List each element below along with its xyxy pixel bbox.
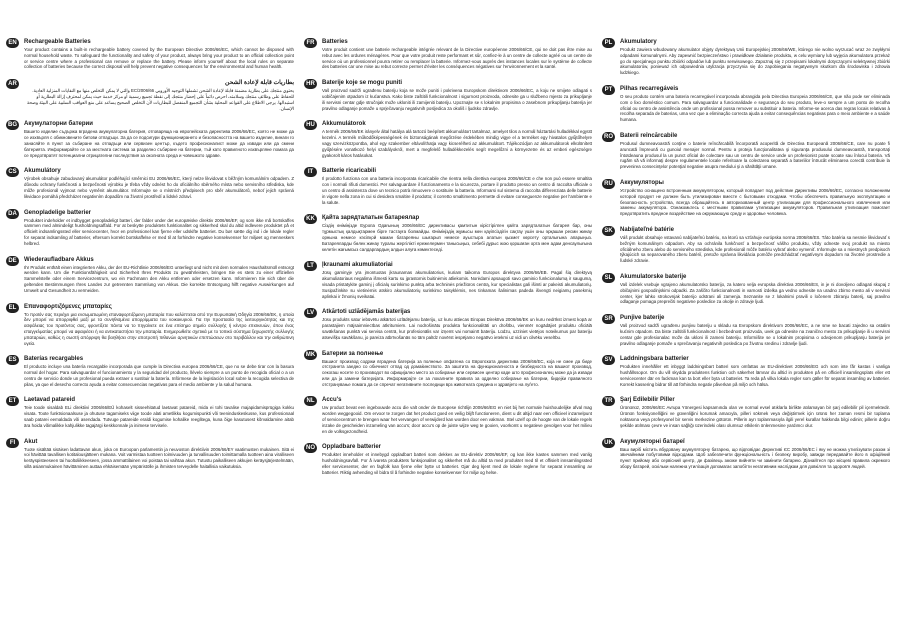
language-section-cs xyxy=(4,167,294,199)
column-left xyxy=(4,38,294,479)
section-title: Akumulatorske baterije xyxy=(620,273,687,280)
language-code-badge: EL xyxy=(6,303,19,313)
language-code-badge: BG xyxy=(8,122,17,129)
language-code-badge: LT xyxy=(304,261,317,271)
language-section-pt xyxy=(600,85,890,123)
language-section-no xyxy=(302,443,592,475)
language-code-badge: NO xyxy=(306,445,315,452)
section-body: Вашето изделие съдържа вградена акумулаторна батерия, отговаряща на европейската директива 2006/66/ЕС, която не може да се изхвърля с обикновените битови отпадъци. За да се подсигури функционирането и безопасността на вашето изделие, винаги го занасяйте в пункт за събиране на отпадъци или сервизен център, където професионалист може да извади или да смени батерията. Информирайте се за местната система за разделно събиране на батерии, тъй като правилното изхвърляне помага да се предотвратят потенциални отрицателни последствия за околната среда и човешкото здраве. xyxy=(24,129,294,158)
language-code-badge: DE xyxy=(6,256,19,266)
section-title: Аккумуляторы xyxy=(620,179,664,186)
section-title: Laetavad patareid xyxy=(24,397,76,404)
language-code-badge: RU xyxy=(602,179,615,189)
section-title: Akumulátory xyxy=(24,168,61,175)
language-section-et xyxy=(4,396,294,428)
language-code-badge: SR xyxy=(602,314,615,324)
language-code-badge: IT xyxy=(304,167,317,177)
language-code-badge: HR xyxy=(304,79,317,89)
section-title: Accu's xyxy=(322,397,342,404)
section-body: Вашиот производ содржи вградена батерија за полнење опфатена со Европската директива 2006/66/ЕС, која не смее да биде отстранета заедно со обичниот отпад од домаќинството. За заштита на функционалноста и безбедноста на вашиот производ, секогаш носете го производот во официјално место за собирање или сервисен центар каде што професионалец може да ја извади или да ја замени батеријата. Информирајте се за локалните правила за одделно собирање на батерии, бидејќи правилното отстранување помага да се спречат негативните последици врз животната средина и здравјето на луѓето. xyxy=(322,358,592,387)
language-code-badge: SK xyxy=(602,226,615,236)
section-body: Produktet inneholder et innebygd oppladbart batteri som dekkes av EU-direktiv 2006/66/EF, og kan ikke kastes sammen med vanlig husholdningsavfall. For å ivareta produktets funksjonalitet og sikkerhet må du alltid ta med produktet med til et offisielt innsamlingssted eller servicesenter, der en fagfolk kan fjerne eller bytte ut batteriet. Gjør deg kjent med de lokale reglene for separat innsamling av batterier. Riktig avhending vil bidra til å forhindre negative konsekvenser for miljø og helse. xyxy=(322,452,592,475)
section-title: Акумуляторні батареї xyxy=(620,438,685,445)
section-body: Il prodotto funziona con una batteria incorporata ricaricabile che rientra nella direttiva europea 2006/66/CE e che non può essere smaltita con i normali rifiuti domestici. Per salvaguardare il funzionamento e la sicurezza, portare il prodotto presso un centro di raccolta ufficiale o un centro di assistenza dove un tecnico potrà rimuovere o sostituire la batteria. Informarsi sul sistema di raccolta differenziata delle batterie in vigore nella zona in cui si desidera smaltire il prodotto; il corretto smaltimento permette di evitare conseguenze negative per l'ambiente e la salute. xyxy=(322,176,592,205)
section-title: Akkumulátorok xyxy=(322,121,366,128)
section-title: Акумулаторни батерии xyxy=(24,121,93,128)
language-section-sl xyxy=(600,273,890,305)
language-section-sr xyxy=(600,314,890,346)
language-code-badge: ES xyxy=(6,355,19,365)
section-body: O seu produto contém uma bateria recarregável incorporada abrangida pela Directiva Europeia 2006/66/CE, que não pode ser eliminada com o lixo doméstico comum. Para salvaguardar a funcionalidade e segurança do seu produto, leve-o sempre a um ponto de recolha oficial ou centro de assistência onde um profissional possa remover ou substituir a bateria. Informe-se acerca das regras locais relativas à recolha separada de baterias, uma vez que a eliminação correcta ajuda a evitar consequências negativas para o meio ambiente e a saúde humana. xyxy=(620,93,890,123)
language-code-badge: MK xyxy=(305,351,316,358)
language-section-sk xyxy=(600,226,890,264)
section-title: Wiederaufladbare Akkus xyxy=(24,256,94,263)
language-code-badge: PL xyxy=(602,38,615,48)
language-code-badge: KK xyxy=(304,214,317,224)
language-code-badge: SL xyxy=(602,273,615,283)
language-section-kk xyxy=(302,214,592,252)
section-body: Jūsu produkts satur iebūvētu atkārtoti uzlādējamu bateriju, uz kuru attiecas Eiropas Direktīva 2006/66/EK un kuru nedrīkst izmest kopā ar parastajiem mājsaimniecības atkritumiem. Lai nodrošinātu produkta funkcionalitāti un drošību, vienmēr nogādājiet produktu oficiālā savākšanas punktā vai servisa centrā, kur profesionālis var izņemt vai nomainīt bateriju. Lūdzu, uzziniet vietējos noteikumus par bateriju atsevišķu savākšanu, jo pareiza atbrīvošanās no tām palīdz novērst iespējamo negatīvo ietekmi uz vidi un cilvēku veselību. xyxy=(322,317,592,340)
section-title: Akut xyxy=(24,438,38,445)
section-title: Baterii reîncărcabile xyxy=(620,132,678,139)
column-right xyxy=(600,38,890,479)
language-code-badge: UK xyxy=(602,438,615,448)
language-code-badge: NL xyxy=(304,396,317,406)
section-body: Your product contains a built-in rechargeable battery covered by the European Directive 2006/66/EC, which cannot be disposed with normal household waste. To safeguard the functionality and safety of your product, always bring your product to an official collection point or service centre where a professional can remove or replace the battery. Please inform yourself about the local rules on separate collection of batteries because the correct disposal will help prevent negative consequences for the environmental and human health. xyxy=(24,47,294,70)
section-title: Şarj Edilebilir Piller xyxy=(620,397,675,404)
section-body: Produkten innehåller ett inbyggt laddningsbart batteri som omfattas av EU-direktivet 2006/66/EG och som inte får kastas i vanliga hushållssopor. Om du vill skydda produktens funktion och säkerhet lämnar du alltid in produkten på en officiell insamlingsplats eller ett servicecenter där en fackman kan ta bort eller byta ut batteriet. Ta reda på vilka lokala regler som gäller för separat insamling av batterier. Korrekt kassering bidrar till att förhindra negativ påverkan på miljö och hälsa. xyxy=(620,364,890,387)
section-body: Výrobek obsahuje zabudovaný akumulátor podléhající směrnici EU 2006/66/EC, který nelze likvidovat s běžným komunálním odpadem. Z důvodu ochrany funkčnosti a bezpečnosti výrobku je třeba vždy odnést ho do oficiálního sběrného místa nebo servisního střediska, kde může profesionál vyjmout nebo vyměnit akumulátor. Informujte se o místních předpisech pro sběr akumulátorů, neboť jejich správná likvidace pomáhá předcházet negativním dopadům na životní prostředí a lidské zdraví. xyxy=(24,176,294,199)
section-body: Vaš izdelek vsebuje vgrajeno akumulatorsko baterijo, za katero velja evropska direktiva 2006/66/ES, in je ni dovoljeno odlagati skupaj z običajnimi gospodinjskimi odpadki. Za zaščito funkcionalnosti in varnosti izdelka ga vedno odnesite na uradno zbirno mesto ali v servisni center, kjer lahko strokovnjak baterijo odstrani ali zamenja. Seznanite se z lokalnimi pravili o ločenem zbiranju baterij, saj pravilno odlaganje pomaga preprečiti negativne posledice za okolje in zdravje ljudi. xyxy=(620,281,890,305)
section-title: Baterías recargables xyxy=(24,356,84,363)
section-body: Uw product bevat een ingebouwde accu die valt onder de Europese richtlijn 2006/66/EG en niet bij het normale huishoudelijke afval mag worden weggegooid. Om ervoor te zorgen dat het product goed en veilig blijft functioneren, dient u dit altijd naar een officieel inzamelpunt of servicecentrum te brengen waar het vervangen of verwijderd kan worden door een vakman. Stel uzelf op de hoogte van de lokale regels inzake de gescheiden inzameling van accu's; door accu's op de juiste wijze weg te gooien, voorkomt u negatieve gevolgen voor het milieu en de volksgezondheid. xyxy=(322,405,592,434)
section-body: Το προϊόν σας περιέχει μια ενσωματωμένη επαναφορτιζόμενη μπαταρία που καλύπτεται από την Ευρωπαϊκή Οδηγία 2006/66/ΕΚ, η οποία δεν μπορεί να απορριφθεί μαζί με τα συνηθισμένα απορρίμματα του νοικοκυριού. Για την προστασία της λειτουργικότητας και της ασφάλειας του προϊόντος σας, φροντίζετε πάντα να το πηγαίνετε σε ένα επίσημο σημείο συλλογής ή κέντρο επισκευών, όπου ένας επαγγελματίας μπορεί να αφαιρέσει ή να αντικαταστήσει την μπαταρία. Ενημερωθείτε σχετικά με το τοπικό σύστημα ξεχωριστής συλλογής μπαταριών, καθώς η σωστή απόρριψη θα βοηθήσει στην αποτροπή πιθανών αρνητικών επιπτώσεων στο περιβάλλον και την ανθρώπινη υγεία. xyxy=(24,311,294,346)
language-section-ru xyxy=(600,179,890,217)
section-title: Laddningsbara batterier xyxy=(620,356,689,363)
language-section-ar xyxy=(4,79,294,111)
section-body: Jūsų gaminyje yra įmontuotas įkraunamas akumuliatorius, kuriam taikoma Europos direktyva 2006/66/EB. Pagal šią direktyvą akumuliatoriaus negalima išmesti kartu su įprastomis buitinėmis atliekomis. Norėdami apsaugoti savo gaminio funkcionalumą ir saugumą, visada pristatykite gaminį į oficialų surinkimo punktą arba techninės priežiūros centrą, kur specialistas gali išimti ar pakeisti akumuliatorių. Susipažinkite su vietinėmis atskiro akumuliatorių surinkimo taisyklėmis, nes tinkamas šalinimas padeda išvengti neigiamų pasekmių aplinkai ir žmonių sveikatai. xyxy=(322,270,592,299)
language-code-badge: FR xyxy=(304,38,317,48)
section-title: Atkārtoti uzlādējamās baterijas xyxy=(322,309,411,316)
section-body: Váš produkt obsahuje vstavanú nabíjateľnú batériu, na ktorú sa vzťahuje európska norma 2006/66/ES. Táto batéria sa nesmie likvidovať s bežným komunálnym odpadom. Aby sa ochránila funkčnosť a bezpečnosť vášho produktu, vždy odneste svoj produkt na miesto oficiálneho zberu alebo do servisného strediska, kde profesionál môže batériu vybrať alebo vymeniť. Informujte sa o miestnych predpisoch týkajúcich sa separovaného zberu batérií, pretože správna likvidácia pomôže predchádzať negatívnym dopadom na životné prostredie a ľudské zdravie. xyxy=(620,234,890,264)
section-title: Baterije koje se mogu puniti xyxy=(322,80,403,87)
language-section-de xyxy=(4,256,294,294)
section-body: Teie toode sisaldab ELi direktiivi 2006/66/EÜ kohaselt sisseehitatud laetavat patareid, mida ei tohi tavalise majapidamisprügiga kokku visata. Toote funktsionaalsuse ja ohutuse tagamiseks viige toode alati ametlikku kogumispunkti või teeninduskeskusse, kus professionaal saab patarei eemaldada või asendada. Tutvuge patareide eraldi kogumise kohalike reeglitega, kuna õige kasutusest kõrvaldamine aitab ära hoida võimalikke kahjulikke tagajärgi keskkonnale ja inimese tervisele. xyxy=(24,405,294,428)
language-code-badge: CS xyxy=(6,167,19,177)
section-title: Rechargeable Batteries xyxy=(24,39,91,45)
section-body: Ваш виріб містить вбудовану акумуляторну батарею, що відповідає Директиві ЄС 2006/66/ЕС і яку не можна утилізувати разом зі звичайними побутовими відходами. Щоб забезпечити функціональність і безпеку виробу, завжди передавайте його в офіційний пункт прийому або сервісний центр, де фахівець зможе вийняти чи замінити батарею. Дізнайтеся про місцеві правила окремого збору батарей, оскільки належна утилізація допомагає запобігти негативним наслідкам для довкілля та здоров'я людей. xyxy=(620,446,890,470)
language-section-sv xyxy=(600,355,890,387)
section-title: Akumulatory xyxy=(620,39,657,45)
language-code-badge: AR xyxy=(6,79,19,89)
column-middle xyxy=(302,38,592,485)
section-body: El producto incluye una batería recargable incorporada que cumple la Directiva europea 2006/66/CE, que no se debe tirar con la basura normal del hogar. Para salvaguardar el funcionamiento y la seguridad del producto, llévelo siempre a un punto de recogida oficial o a un centro de servicio donde un profesional pueda extraer o sustituir la batería. Infórmese de la legislación local sobre la recogida selectiva de pilas, ya que el desecho correcto ayuda a evitar consecuencias negativas para el medio ambiente y la salud humana. xyxy=(24,364,294,387)
section-body: Produktet indeholder et indbygget genopladeligt batteri, der falder under det europæiske direktiv 2006/66/EF, og som ikke må bortskaffes sammen med almindeligt husholdningsaffald. For at beskytte produktets funktionalitet og sikkerhed skal du altid indlevere produktet på et officielt indsamlingssted eller servicecenter, hvor en professionel kan fjerne eller udskifte batteriet. Du bør sætte dig ind i de lokale regler for separat indsamling af batterier, eftersom korrekt bortskaffelse er med til at forhindre negative konsekvenser for miljøet og menneskers helbred. xyxy=(24,217,294,246)
section-body: Vaš proizvod sadrži ugrađenu bateriju koja se može puniti i pokrivena Europskom direktivom 2006/66/EC, a koju ne smijete odlagati s uobičajenim otpadom iz kućanstva. Kako biste zaštitili funkcionalnost i sigurnost proizvoda, odnesite ga u službeno mjesto za prikupljanje ili servisni centar gdje stručnjak može ukloniti ili zamijeniti bateriju. Upoznajte se s lokalnim propisima o zasebnom prikupljanju baterija jer pravilno odlaganje pomaže u sprječavanju negativnih posljedica za okoliš i ljudsko zdravlje. xyxy=(322,88,592,111)
language-section-fi xyxy=(4,438,294,470)
language-section-uk xyxy=(600,438,890,470)
language-code-badge: RO xyxy=(604,133,613,140)
section-title: Pilhas recarregáveis xyxy=(620,85,679,92)
section-body: A termék 2006/66/EK irányelv által hatálya alá tartozó beépített akkumulátort tartalmaz, amelyet tilos a normál háztartási hulladékkal együtt kezelni. A termék működőképességének és biztonságának megőrzése érdekében mindig vigye el a terméket egy hivatalos gyűjtőhelyre vagy szervizközpontba, ahol egy szakember eltávolíthatja vagy kicserélheti az akkumulátort. Tájékozódjon az akkumulátorok elkülönített gyűjtésére vonatkozó helyi szabályokról, mert a megfelelő hulladékkezelés segít megelőzni a környezetre és az emberi egészségre gyakorolt káros hatásokat. xyxy=(322,129,592,158)
language-code-badge: LV xyxy=(304,308,317,318)
section-body: Ürününüz, 2006/66/EC Avrupa Yönergesi kapsamında olan ve normal evsel atıklarla birlikte atılamayan bir şarj edilebilir pil içermektedir. Ürünün fonksiyonelliğini ve güvenliğini korumak amacıyla, pilleri sökmek veya değiştirmek için ürünü her zaman resmi bir toplama noktasına veya profesyonel bir servis merkezine götürün. Pillerin ayrı toplanmasıyla ilgili yerel kurallar hakkında bilgi edinin; pillerin doğru şekilde atılması çevre ve insan sağlığı üzerindeki olası olumsuz etkilerin önlenmesine yardımcı olur. xyxy=(620,405,890,428)
language-code-badge: DA xyxy=(6,209,19,219)
section-title: Қайта зарядталатын батареялар xyxy=(322,215,420,222)
language-section-en xyxy=(4,38,294,70)
language-section-it xyxy=(302,167,592,205)
section-title: Įkraunami akumuliatoriai xyxy=(322,262,393,269)
language-code-badge: TR xyxy=(602,396,615,406)
language-section-hu xyxy=(302,120,592,158)
section-title: Genopladelige batterier xyxy=(24,209,92,216)
language-section-pl xyxy=(600,38,890,76)
language-section-fr xyxy=(302,38,592,70)
section-body: Produkt zawiera wbudowany akumulator objęty dyrektywą Unii Europejskiej 2006/66/WE, którego nie wolno wyrzucać wraz ze zwykłymi odpadami komunalnymi. Aby zapewnić bezpieczeństwo i prawidłowe działanie produktu, w celu wymiany lub wyjęcia akumulatora przekaż go do specjalnego punktu zbiórki odpadów lub punktu serwisowego. Zapoznaj się z przepisami lokalnymi dotyczącymi selektywnej zbiórki akumulatorów, ponieważ ich odpowiednia utylizacja przyczynia się do zapobiegania negatywnym skutkom dla środowiska i zdrowia ludzkiego. xyxy=(620,47,890,76)
language-code-badge: SV xyxy=(602,355,615,365)
section-body: Produsul dumneavoastră conţine o baterie reîncărcabilă încorporată acoperită de Directiva Europeană 2006/66/CE, care nu poate fi aruncată împreună cu gunoiul menajer normal. Pentru a proteja funcţionalitatea şi siguranţa produsului dumneavoastră, transportaţi întotdeauna produsul la un punct oficial de colectare sau un centru de service unde un profesionist poate scoate sau înlocui bateria. Vă rugăm să vă informaţi despre regulamentele locale referitoare la colectarea separată a bateriilor întrucât eliminarea corectă contribuie la prevenirea consecinţelor potenţial negative asupra mediului şi a sănătăţii umane. xyxy=(620,140,890,170)
section-body: Vaš proizvod sadrži ugrađenu punjivu bateriju u skladu sa Evropskom direktivom 2006/66/EC, a ne sme se bacati zajedno sa ostalim kućnim otpadom. Da biste zaštitili funkcionalnost i bezbednost proizvoda, uvek ga odnesite na zvanično mesto za prikupljanje ili u servisni centar gde profesionalac može da ukloni ili zameni bateriju. Informišite se o lokalnim propisima o odvojenom prikupljanju baterija jer pravilno odlaganje pomaže u sprečavanju negativnih posledica po životnu sredinu i zdravlje ljudi. xyxy=(620,323,890,346)
section-title: Батерии за полнење xyxy=(322,350,384,357)
section-body: Ihr Produkt enthält einen integrierten Akku, der der EU-Richtlinie 2006/66/EG unterliegt und nicht mit dem normalen Haushaltsmüll entsorgt werden kann. Um die Funktionsfähigkeit und Sicherheit Ihres Produkts zu gewährleisten, bringen Sie es stets zu einer offiziellen Sammelstelle oder einem Servicezentrum, wo ein Fachmann den Akku entfernen oder ersetzen kann. Informieren Sie sich über die geltenden Bestimmungen Ihres Landes zur getrennten Sammlung von Akkus. Die korrekte Entsorgung hilft negative Auswirkungen auf Umwelt und Gesundheit zu vermeiden. xyxy=(24,264,294,293)
section-body: يحتوي منتجك على بطارية مضمنة قابلة لإعادة الشحن تشملها التوجيه الأوروبي EC/2006/66 والتي لا يمكن التخلص منها مع النفايات المنزلية العادية. للحفاظ على وظائف منتجك وسلامته، احرص دائماً على إحضار منتجك إلى نقطة تجميع رسمية أو مركز خدمة حيث يمكن لمحترف إزالة البطارية أو استبدالها. يرجى الاطلاع على القواعد المحلية بشأن التجميع المنفصل للبطاريات لأن التخلص الصحيح يساعد على منع العواقب السلبية على البيئة وصحة الإنسان. xyxy=(26,88,294,111)
section-title: بطاريات قابلة لإعادة الشحن xyxy=(225,80,294,87)
language-code-badge: HU xyxy=(304,120,317,130)
language-section-mk xyxy=(302,350,592,388)
language-code-badge: PT xyxy=(602,85,615,95)
section-title: Nabíjateľné batérie xyxy=(620,226,674,233)
language-section-da xyxy=(4,209,294,247)
language-section-el xyxy=(4,303,294,347)
section-body: Сіздің өніміңізде Еуропа Одағының 2006/66/EC директивасы қамтитын кірістірілген қайта зарядталатын батарея бар, оны тұрмыстық қалдықтармен бірге тастауға болмайды. Өніміңіздің жұмысы мен қауіпсіздігін сақтау үшін оны әрқашан ресми жинау орнына немесе кәсіпқой маман батареяны шығарып немесе ауыстыра алатын қызмет көрсету орталығына апарыңыз. Батареяларды бөлек жинау туралы жергілікті ережелермен танысыңыз, себебі дұрыс жою қоршаған орта мен адам денсаулығына келетін жағымсыз салдарлардың алдын алуға көмектеседі. xyxy=(322,223,592,252)
language-section-hr xyxy=(302,79,592,111)
section-title: Punjive baterije xyxy=(620,315,665,322)
section-title: Oppladbare batterier xyxy=(322,444,382,451)
language-code-badge: ET xyxy=(6,396,19,406)
language-section-lv xyxy=(302,308,592,340)
language-section-ro xyxy=(600,132,890,170)
section-body: Tuote sisältää sisäisen ladattavan akun, joka on Euroopan parlamentin ja neuvoston direktiivin 2006/66/EY vaatimusten mukainen. Sitä ei voi hävittää tavallisen kotitalousjätteen mukana. Voit varmistaa tuotteen toimivuuden ja turvallisuuden toimittamalla tuotteen aina viralliseen keräyspisteeseen tai huoltoliikkeeseen, jossa ammattilainen voi poistaa tai vaihtaa akun. Tutustu paikalliseen akkujen keräysjärjestelmään, sillä asianmukainen hävittäminen auttaa ehkäisemään ympäristölle ja ihmisten terveydelle haitallisia vaikutuksia. xyxy=(24,446,294,470)
language-section-es xyxy=(4,355,294,387)
language-code-badge: FI xyxy=(6,438,19,448)
language-section-tr xyxy=(600,396,890,428)
language-section-lt xyxy=(302,261,592,299)
language-section-nl xyxy=(302,396,592,434)
section-title: Batteries xyxy=(322,39,348,45)
language-code-badge: EN xyxy=(6,38,19,48)
section-body: Votre produit contient une batterie rechargeable intégrée relevant de la Directive européenne 2006/66/CE, qui ne doit pas être mise au rebut avec les ordures ménagères. Pour que votre produit reste performant et sûr, confiez-le à un centre de collecte agréé ou un centre de service où un professionnel pourra retirer ou remplacer la batterie. Informez-vous auprès des instances locales sur le système de collecte des batteries car une mise au rebut correcte permet d'éviter les conséquences négatives sur l'environnement et la santé. xyxy=(322,47,592,70)
section-title: Επαναφορτιζόμενες μπαταρίες xyxy=(24,303,112,310)
section-body: Устройство оснащено встроенным аккумулятором, который попадает под действие Директивы 2006/66/EC, согласно положениям которой продукт не должен быть утилизирован вместе с бытовыми отходами. Чтобы обеспечить правильную эксплуатацию и безопасность устройства, всегда обращайтесь в авторизованный центр утилизации для профессионального извлечения или замены аккумулятора. Ознакомьтесь с местными правилами утилизации аккумуляторов. Правильная утилизация помогает предотвратить вредное воздействие на окружающую среду и здоровье человека. xyxy=(620,187,890,217)
language-section-bg xyxy=(4,120,294,158)
section-title: Batterie ricaricabili xyxy=(322,168,377,175)
